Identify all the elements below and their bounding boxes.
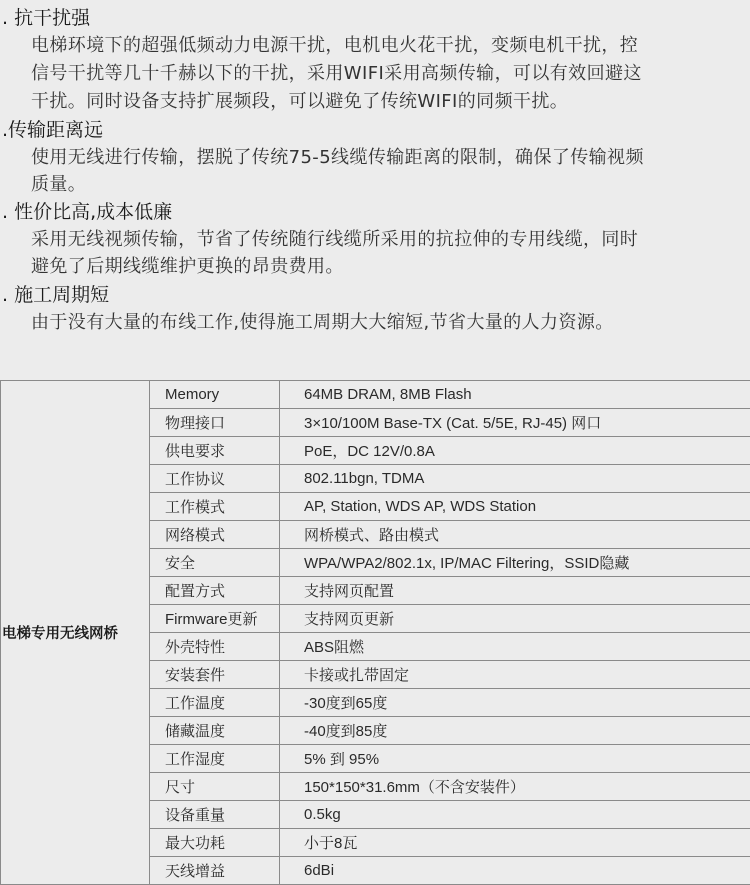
- spec-value: 支持网页配置: [280, 577, 750, 605]
- spec-key: 网络模式: [150, 521, 280, 549]
- spec-value: 6dBi: [280, 857, 750, 885]
- spec-key: 储藏温度: [150, 717, 280, 745]
- spec-value: ABS阻燃: [280, 633, 750, 661]
- feature-heading-anti-interference: . 抗干扰强: [2, 4, 90, 32]
- feature-text-line: 信号干扰等几十千赫以下的干扰，采用WIFI采用高频传输，可以有效回避这: [31, 60, 642, 88]
- table-row: [1, 381, 750, 409]
- feature-text-line: 使用无线进行传输，摆脱了传统75-5线缆传输距离的限制，确保了传输视频: [31, 144, 644, 172]
- spec-key: 设备重量: [150, 801, 280, 829]
- feature-heading-cost: . 性价比高,成本低廉: [2, 198, 172, 226]
- spec-key: Memory: [150, 381, 280, 409]
- spec-key: 最大功耗: [150, 829, 280, 857]
- feature-text-line: 电梯环境下的超强低频动力电源干扰，电机电火花干扰，变频电机干扰，控: [31, 32, 638, 60]
- spec-value: 0.5kg: [280, 801, 750, 829]
- feature-heading-short-construction: . 施工周期短: [2, 281, 109, 309]
- spec-key: 尺寸: [150, 773, 280, 801]
- spec-key: 供电要求: [150, 437, 280, 465]
- spec-value: 3×10/100M Base-TX (Cat. 5/5E, RJ-45) 网口: [280, 409, 750, 437]
- feature-heading-long-distance: .传输距离远: [2, 116, 103, 144]
- spec-key: 工作温度: [150, 689, 280, 717]
- feature-text-line: 质量。: [31, 171, 86, 199]
- spec-table: [0, 380, 750, 885]
- spec-value: -30度到65度: [280, 689, 750, 717]
- spec-key: 外壳特性: [150, 633, 280, 661]
- feature-text-line: 避免了后期线缆维护更换的昂贵费用。: [31, 253, 344, 281]
- spec-value: 小于8瓦: [280, 829, 750, 857]
- spec-key: Firmware更新: [150, 605, 280, 633]
- spec-value: 802.11bgn, TDMA: [280, 465, 750, 493]
- spec-value: 5% 到 95%: [280, 745, 750, 773]
- spec-value: PoE，DC 12V/0.8A: [280, 437, 750, 465]
- spec-value: 64MB DRAM, 8MB Flash: [280, 381, 750, 409]
- spec-key: 配置方式: [150, 577, 280, 605]
- spec-value: WPA/WPA2/802.1x, IP/MAC Filtering，SSID隐藏: [280, 549, 750, 577]
- spec-value: 支持网页更新: [280, 605, 750, 633]
- spec-value: -40度到85度: [280, 717, 750, 745]
- spec-key: 工作湿度: [150, 745, 280, 773]
- feature-text-line: 干扰。同时设备支持扩展频段，可以避免了传统WIFI的同频干扰。: [31, 88, 568, 116]
- spec-key: 物理接口: [150, 409, 280, 437]
- spec-key: 安装套件: [150, 661, 280, 689]
- spec-key: 天线增益: [150, 857, 280, 885]
- feature-text-line: 采用无线视频传输，节省了传统随行线缆所采用的抗拉伸的专用线缆，同时: [31, 226, 638, 254]
- spec-key: 工作模式: [150, 493, 280, 521]
- feature-text-line: 由于没有大量的布线工作,使得施工周期大大缩短,节省大量的人力资源。: [31, 309, 614, 337]
- spec-key: 工作协议: [150, 465, 280, 493]
- spec-value: 网桥模式、路由模式: [280, 521, 750, 549]
- spec-value: 150*150*31.6mm（不含安装件）: [280, 773, 750, 801]
- product-name-cell: 电梯专用无线网桥: [1, 381, 150, 885]
- spec-key: 安全: [150, 549, 280, 577]
- spec-value: 卡接或扎带固定: [280, 661, 750, 689]
- spec-value: AP, Station, WDS AP, WDS Station: [280, 493, 750, 521]
